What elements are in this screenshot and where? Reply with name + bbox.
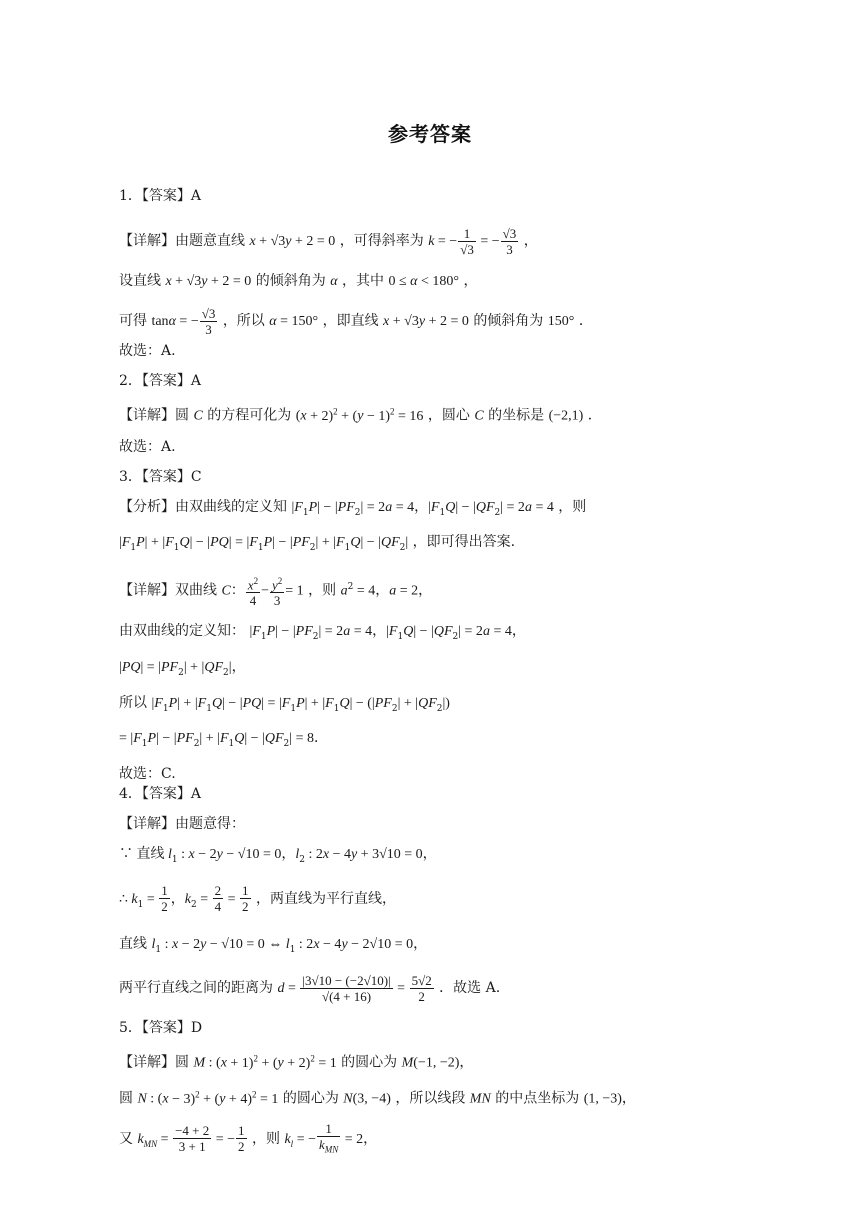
q3-step1: 由双曲线的定义知： $|F_1P| - |PF_2| = 2a = 4$，$|F_1Q| - |QF_2| = 2a = 4$， [119, 622, 526, 642]
q4-detail: 【详解】由题意得： [119, 816, 245, 833]
q5-line1: 【详解】圆 M : $(x + 1)^2 + (y + 2)^2 = 1$ 的圆心为 M(−1, −2)， [119, 1053, 474, 1072]
q3-step-pq: $|PQ| = |PF_2| + |QF_2|$， [119, 659, 246, 678]
q4-answer: 4．【答案】A [119, 786, 202, 803]
q3-step3: = $|F_1P| - |PF_2| + |F_1Q| - |QF_2| = 8$． [119, 731, 328, 750]
q1-detail-line1: 【详解】由题意直线 x + √3y + 2 = 0 ，可得斜率为 k = − $\frac{1}{√3}$ = − $\frac{√3}{3}$ ， [119, 225, 538, 257]
q5-line2: 圆 N : $(x - 3)^2 + (y + 4)^2 = 1$ 的圆心为 N(3, −4) ，所以线段 MN 的中点坐标为 (1, −3)， [119, 1089, 636, 1107]
q5-answer: 5．【答案】D [119, 1020, 203, 1037]
q4-line2: ∴ $k_1$ = $\frac{1}{2}$ ，$k_2$ = $\frac{2}{4}$ = $\frac{1}{2}$ ，两直线为平行直线， [119, 883, 396, 915]
q3-answer: 3．【答案】C [119, 468, 202, 485]
q1-answer: 1．【答案】A [119, 188, 202, 204]
q3-step2: 所以 $|F_1P| + |F_1Q| - |PQ| = |F_1P| + |F_1Q| - (|PF_2| + |QF_2|)$ [119, 694, 450, 714]
answer-content [119, 186, 759, 1164]
q3-analysis-line1: 【分析】由双曲线的定义知 $|F_1P| - |PF_2| = 2a = 4$，$|F_1Q| - |QF_2| = 2a = 4$ ，则 [119, 498, 587, 518]
q5-line3: 又 $k_{MN}$ = $\frac{-4 + 2}{3 + 1}$ = − $\frac{1}{2}$ ，则 $k_l$ = − $\frac{1}{k_{MN}}$ = 2， [119, 1120, 378, 1155]
q4-line4: 两平行直线之间的距离为 d = $\frac{|3√10 - (-2√10)|}{√(4 + 16)}$ = $\frac{5√2}{2}$ ．故选 A. [119, 972, 501, 1004]
q3-detail-line1: 【详解】双曲线 C： $\frac{x^2}{4}$ − $\frac{y^2}{3}$ = 1 ，则 $a^2 = 4$，a = 2， [119, 575, 433, 609]
q2-choice: 故选：A. [119, 438, 176, 455]
page-title: 参考答案 [388, 122, 472, 146]
q1-detail-line3: 可得 tanα = − $\frac{√3}{3}$ ，所以 α = 150° ，即直线 x + √3y + 2 = 0 的倾斜角为 150° ． [119, 305, 593, 337]
q4-line1: ∵ 直线 $l_1$ : x − 2y − √10 = 0，$l_2$ : 2x − 4y + 3√10 = 0， [119, 847, 437, 865]
q4-line3: 直线 $l_1$ : x − 2y − √10 = 0 ⇔ $l_1$ : 2x − 4y − 2√10 = 0， [119, 935, 428, 955]
q2-answer: 2．【答案】A [119, 373, 202, 389]
q2-detail-line1: 【详解】圆 C 的方程可化为 $(x + 2)^2 + (y - 1)^2 = 16$ ，圆心 C 的坐标是 (−2,1) ． [119, 406, 602, 424]
q1-choice: 故选：A. [119, 343, 176, 359]
q3-analysis-line2: $|F_1P| + |F_1Q| - |PQ| = |F_1P| - |PF_2| + |F_1Q| - |QF_2|$ ，即可得出答案. [119, 534, 516, 554]
q1-detail-line2: 设直线 x + √3y + 2 = 0 的倾斜角为 α ，其中 0 ≤ α < 180° ， [119, 273, 478, 289]
q3-choice: 故选：C. [119, 766, 176, 783]
